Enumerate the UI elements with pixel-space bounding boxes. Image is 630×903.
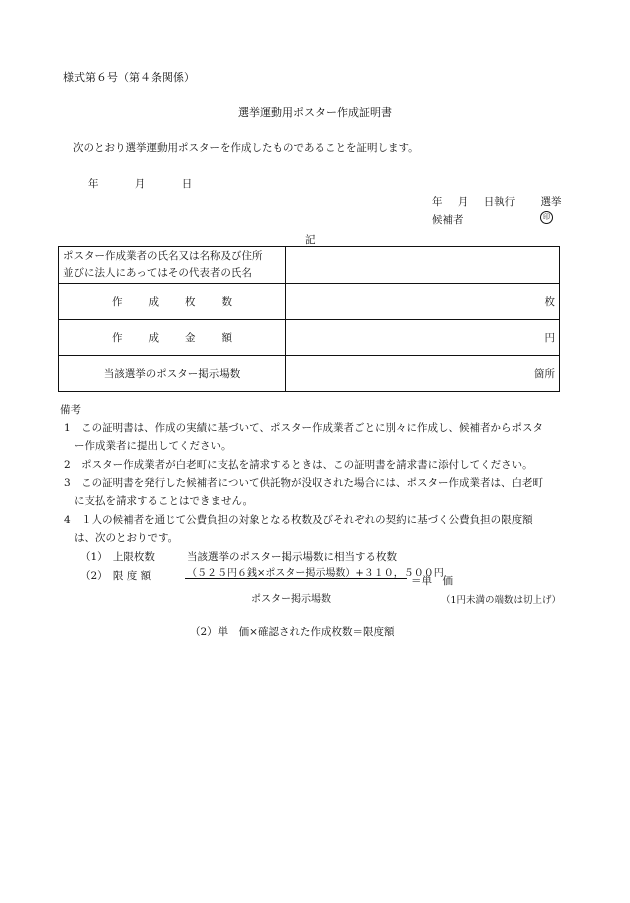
note-3-line2: に支払を請求することはできません。 — [74, 495, 254, 507]
posting-sites-unit[interactable]: 箇所 — [286, 356, 560, 392]
formula-numerator: （５２５円６銭×ポスター掲示場数）+３１０，５００円 — [187, 568, 444, 579]
table-row — [59, 247, 560, 284]
max-sheets-text: 当該選挙のポスター掲示場数に相当する枚数 — [187, 551, 397, 563]
amount-label: 作成金額 — [59, 320, 286, 356]
table-row — [59, 284, 560, 320]
contractor-label-line2: 並びに法人にあってはその代表者の氏名 — [63, 267, 252, 279]
contractor-label-cell — [59, 247, 286, 284]
contractor-label-line1: ポスター作成業者の氏名又は名称及び住所 — [63, 250, 263, 262]
candidate-label: 候補者 — [432, 214, 464, 226]
posting-sites-label: 当該選挙のポスター掲示場数 — [59, 356, 286, 392]
table-row — [59, 356, 560, 392]
note-1-line1: 1 この証明書は、作成の実績に基づいて、ポスター作成業者ごとに別々に作成し、候補者からポスタ — [64, 422, 543, 434]
sheet-count-label: 作成枚数 — [59, 284, 286, 320]
election-date-row — [432, 194, 562, 209]
sheet-count-unit[interactable]: 枚 — [286, 284, 560, 320]
intro-text: 次のとおり選挙運動用ポスターを作成したものであることを証明します。 — [73, 142, 419, 154]
election-year: 年 — [432, 196, 443, 208]
contractor-value-cell[interactable] — [286, 247, 560, 284]
unit-price-label: ＝単 価 — [411, 575, 453, 587]
note-4-line1: 4 １人の候補者を通じて公費負担の対象となる枚数及びそれぞれの契約に基づく公費負担の限度額 — [64, 514, 533, 526]
table-row — [59, 320, 560, 356]
issue-date — [88, 176, 225, 191]
election-label: 選挙 — [540, 196, 562, 208]
date-year: 年 — [88, 178, 99, 190]
document-title: 選挙運動用ポスター作成証明書 — [238, 106, 392, 119]
rounding-note: （1円未満の端数は切上げ） — [441, 595, 562, 606]
amount-unit[interactable]: 円 — [286, 320, 560, 356]
formula-denominator: ポスター掲示場数 — [251, 594, 331, 605]
election-month: 月 — [457, 196, 469, 208]
seal-mark: 印 — [540, 211, 553, 224]
fraction-line — [185, 578, 407, 579]
note-1-line2: ー作成業者に提出してください。 — [74, 440, 232, 452]
max-sheets-label: （1） 上限枚数 — [80, 551, 155, 563]
election-day-exec: 日執行 — [483, 196, 516, 208]
ki-heading: 記 — [305, 234, 316, 246]
date-day: 日 — [181, 178, 193, 190]
note-4-line2: は、次のとおりです。 — [74, 532, 179, 544]
form-number: 様式第６号（第４条関係） — [63, 71, 195, 84]
note-2-line1: 2 ポスター作成業者が白老町に支払を請求するときは、この証明書を請求書に添付してください。 — [64, 459, 533, 471]
note-3-line1: 3 この証明書を発行した候補者について供託物が没収された場合には、ポスター作成業者は、白老町 — [64, 477, 543, 489]
limit-formula: （2）単 価×確認された作成枚数＝限度額 — [190, 626, 395, 638]
date-month: 月 — [134, 178, 146, 190]
certificate-table — [58, 246, 560, 392]
notes-heading: 備考 — [60, 404, 81, 416]
limit-amount-label: （2） 限 度 額 — [80, 570, 152, 582]
